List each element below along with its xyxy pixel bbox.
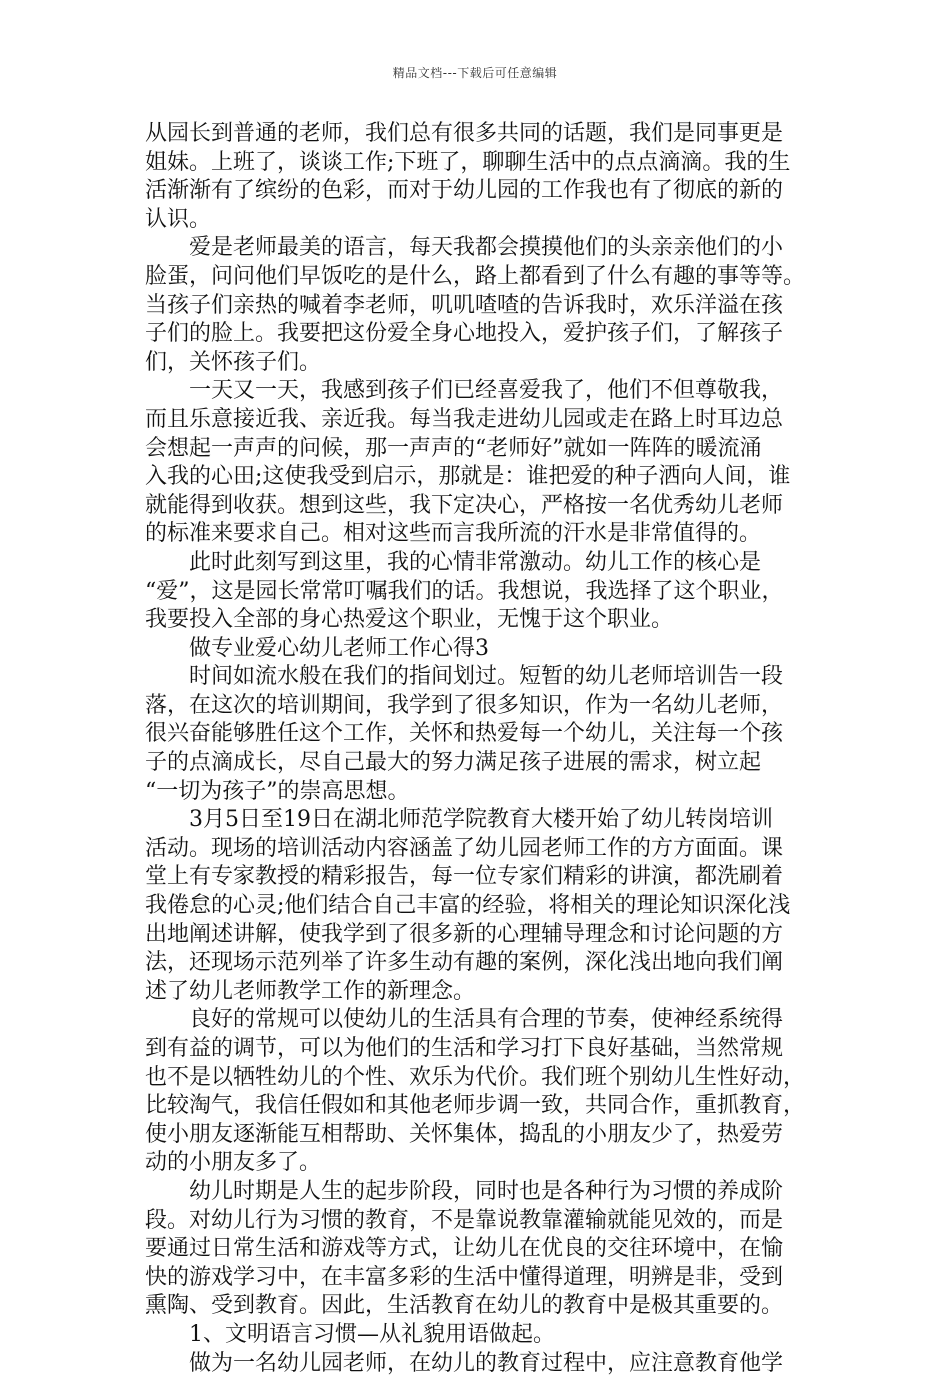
text-line: 3月5日至19日在湖北师范学院教育大楼开始了幼儿转岗培训 bbox=[145, 807, 773, 833]
text-line: “爱”，这是园长常常叮嘱我们的话。我想说，我选择了这个职业， bbox=[145, 578, 784, 604]
text-line: 比较淘气，我信任假如和其他老师步调一致，共同合作，重抓教育， bbox=[145, 1093, 806, 1119]
text-line: 当孩子们亲热的喊着李老师，叽叽喳喳的告诉我时，欢乐洋溢在孩 bbox=[145, 292, 784, 318]
text-line: 堂上有专家教授的精彩报告，每一位专家们精彩的讲演，都洗刷着 bbox=[145, 864, 784, 890]
text-line: 使小朋友逐渐能互相帮助、关怀集体，捣乱的小朋友少了，热爱劳 bbox=[145, 1121, 784, 1147]
text-line: 一天又一天，我感到孩子们已经喜爱我了，他们不但尊敬我， bbox=[145, 378, 784, 404]
text-line: 述了幼儿老师教学工作的新理念。 bbox=[145, 978, 476, 1004]
text-line: 脸蛋，问问他们早饭吃的是什么，路上都看到了什么有趣的事等等。 bbox=[145, 263, 806, 289]
text-line: 的标准来要求自己。相对这些而言我所流的汗水是非常值得的。 bbox=[145, 521, 762, 547]
text-line: 法，还现场示范列举了许多生动有趣的案例，深化浅出地向我们阐 bbox=[145, 950, 784, 976]
text-line: 时间如流水般在我们的指间划过。短暂的幼儿老师培训告一段 bbox=[145, 664, 784, 690]
text-line: 会想起一声声的问候，那一声声的“老师好”就如一阵阵的暖流涌 bbox=[145, 435, 762, 461]
text-line: 要通过日常生活和游戏等方式，让幼儿在优良的交往环境中，在愉 bbox=[145, 1236, 784, 1262]
text-line: 而且乐意接近我、亲近我。每当我走进幼儿园或走在路上时耳边总 bbox=[145, 406, 784, 432]
text-line: 子的点滴成长，尽自己最大的努力满足孩子进展的需求，树立起 bbox=[145, 750, 762, 776]
text-line: “一切为孩子”的崇高思想。 bbox=[145, 778, 410, 804]
text-line: 我要投入全部的身心热爱这个职业，无愧于这个职业。 bbox=[145, 607, 674, 633]
text-line: 出地阐述讲解，使我学到了很多新的心理辅导理念和讨论问题的方 bbox=[145, 921, 784, 947]
text-line: 良好的常规可以使幼儿的生活具有合理的节奏，使神经系统得 bbox=[145, 1007, 784, 1033]
text-line: 入我的心田;这使我受到启示，那就是：谁把爱的种子洒向人间，谁 bbox=[145, 464, 791, 490]
text-line: 到有益的调节，可以为他们的生活和学习打下良好基础，当然常规 bbox=[145, 1036, 784, 1061]
text-line: 段。对幼儿行为习惯的教育，不是靠说教靠灌输就能见效的，而是 bbox=[145, 1207, 784, 1233]
text-line: 熏陶、受到教育。因此，生活教育在幼儿的教育中是极其重要的。 bbox=[145, 1293, 784, 1319]
text-line: 活动。现场的培训活动内容涵盖了幼儿园老师工作的方方面面。课 bbox=[145, 835, 784, 861]
text-line: 动的小朋友多了。 bbox=[145, 1150, 322, 1176]
document-body bbox=[145, 120, 825, 1378]
text-line: 很兴奋能够胜任这个工作，关怀和热爱每一个幼儿，关注每一个孩 bbox=[145, 721, 784, 747]
text-line: 幼儿时期是人生的起步阶段，同时也是各种行为习惯的养成阶 bbox=[145, 1178, 784, 1204]
text-line: 此时此刻写到这里，我的心情非常激动。幼儿工作的核心是 bbox=[145, 549, 762, 575]
text-line: 们，关怀孩子们。 bbox=[145, 349, 322, 375]
text-line: 从园长到普通的老师，我们总有很多共同的话题，我们是同事更是 bbox=[145, 121, 784, 146]
page-header: 精品文档---下载后可任意编辑 bbox=[392, 66, 558, 80]
text-line: 就能得到收获。想到这些，我下定决心，严格按一名优秀幼儿老师 bbox=[145, 492, 784, 518]
text-line: 活渐渐有了缤纷的色彩，而对于幼儿园的工作我也有了彻底的新的 bbox=[145, 178, 784, 204]
text-line: 做专业爱心幼儿老师工作心得3 bbox=[145, 635, 489, 661]
text-line: 快的游戏学习中，在丰富多彩的生活中懂得道理，明辨是非，受到 bbox=[145, 1264, 784, 1290]
text-line: 姐妹。上班了，谈谈工作;下班了，聊聊生活中的点点滴滴。我的生 bbox=[145, 149, 791, 175]
text-line: 也不是以牺牲幼儿的个性、欢乐为代价。我们班个别幼儿生性好动， bbox=[145, 1064, 806, 1090]
text-line: 认识。 bbox=[145, 206, 212, 232]
text-line: 做为一名幼儿园老师，在幼儿的教育过程中，应注意教育他学 bbox=[145, 1350, 784, 1376]
text-line: 落，在这次的培训期间，我学到了很多知识，作为一名幼儿老师， bbox=[145, 692, 784, 718]
text-line: 我倦怠的心灵;他们结合自己丰富的经验，将相关的理论知识深化浅 bbox=[145, 893, 791, 919]
text-line: 1、文明语言习惯—从礼貌用语做起。 bbox=[145, 1321, 555, 1347]
text-line: 子们的脸上。我要把这份爱全身心地投入，爱护孩子们，了解孩子 bbox=[145, 321, 784, 347]
text-line: 爱是老师最美的语言，每天我都会摸摸他们的头亲亲他们的小 bbox=[145, 235, 784, 261]
